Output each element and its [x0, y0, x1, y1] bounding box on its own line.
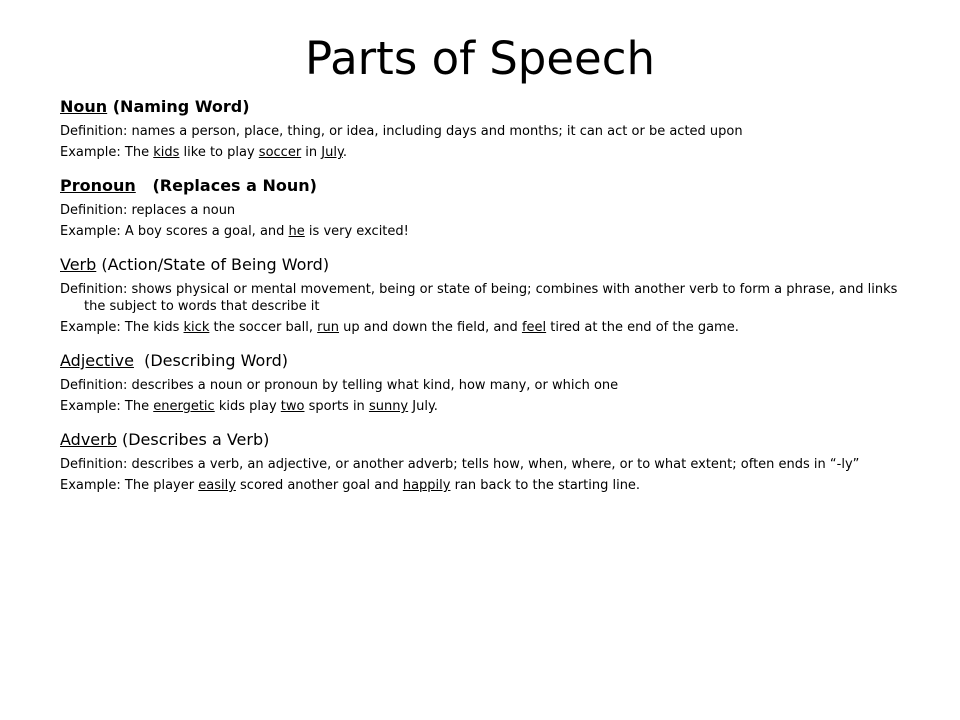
- example-text: scored another goal and: [235, 478, 403, 493]
- example-text: Example: The: [60, 145, 154, 160]
- verb-definition: Definition: shows physical or mental movement, being or state of being; combines with another verb to form a phrase, and links the subject to words that describe it: [60, 282, 898, 314]
- noun-definition: Definition: names a person, place, thing, or idea, including days and months; it can act or be acted upon: [60, 124, 743, 139]
- adjective-term: Adjective: [60, 351, 134, 370]
- example-text: .: [342, 145, 347, 160]
- adverb-definition: Definition: describes a verb, an adjective, or another adverb; tells how, when, where, or to what extent; often ends in “-ly”: [60, 457, 860, 472]
- adverb-subtitle: (Describes a Verb): [116, 430, 270, 449]
- example-text: sports in: [304, 399, 369, 414]
- example-text: in: [301, 145, 322, 160]
- example-text: kids play: [214, 399, 281, 414]
- pronoun-definition: Definition: replaces a noun: [60, 203, 236, 218]
- example-underlined-word: happily: [402, 478, 451, 493]
- adjective-subtitle: (Describing Word): [133, 351, 289, 370]
- example-underlined-word: kick: [183, 320, 210, 335]
- example-text: up and down the field, and: [339, 320, 522, 335]
- page-title: Parts of Speech: [304, 32, 656, 85]
- pronoun-term: Pronoun: [60, 176, 136, 195]
- example-text: is very excited!: [304, 224, 409, 239]
- adjective-example: [60, 398, 912, 415]
- noun-example: [60, 144, 912, 161]
- example-underlined-word: soccer: [258, 145, 302, 160]
- noun-section: [60, 96, 912, 161]
- noun-heading: [60, 96, 912, 118]
- slide-content: [60, 96, 912, 494]
- adjective-heading: [60, 350, 912, 372]
- verb-section: [60, 254, 912, 336]
- pronoun-heading: [60, 175, 912, 197]
- pronoun-subtitle: (Replaces a Noun): [135, 176, 317, 195]
- pronoun-section: [60, 175, 912, 240]
- example-text: Example: The: [60, 399, 154, 414]
- example-text: Example: The player: [60, 478, 199, 493]
- example-underlined-word: feel: [521, 320, 547, 335]
- verb-example: [60, 319, 912, 336]
- example-underlined-word: two: [280, 399, 305, 414]
- adjective-definition: Definition: describes a noun or pronoun by telling what kind, how many, or which one: [60, 378, 619, 393]
- example-underlined-word: sunny: [368, 399, 409, 414]
- example-text: Example: The kids: [60, 320, 184, 335]
- example-underlined-word: he: [288, 224, 305, 239]
- noun-term: Noun: [60, 97, 108, 116]
- example-underlined-word: July: [321, 145, 343, 160]
- adverb-example: [60, 477, 912, 494]
- verb-term: Verb: [60, 255, 97, 274]
- example-underlined-word: run: [317, 320, 339, 335]
- adverb-heading: [60, 429, 912, 451]
- adjective-section: [60, 350, 912, 415]
- adverb-term: Adverb: [60, 430, 117, 449]
- example-text: tired at the end of the game.: [546, 320, 739, 335]
- adverb-section: [60, 429, 912, 494]
- example-underlined-word: kids: [153, 145, 180, 160]
- example-underlined-word: easily: [198, 478, 236, 493]
- example-text: ran back to the starting line.: [450, 478, 641, 493]
- example-text: like to play: [179, 145, 259, 160]
- example-underlined-word: energetic: [153, 399, 215, 414]
- verb-subtitle: (Action/State of Being Word): [96, 255, 330, 274]
- verb-heading: [60, 254, 912, 276]
- example-text: July.: [408, 399, 438, 414]
- noun-subtitle: (Naming Word): [107, 97, 250, 116]
- example-text: Example: A boy scores a goal, and: [60, 224, 289, 239]
- pronoun-example: [60, 223, 912, 240]
- example-text: the soccer ball,: [209, 320, 318, 335]
